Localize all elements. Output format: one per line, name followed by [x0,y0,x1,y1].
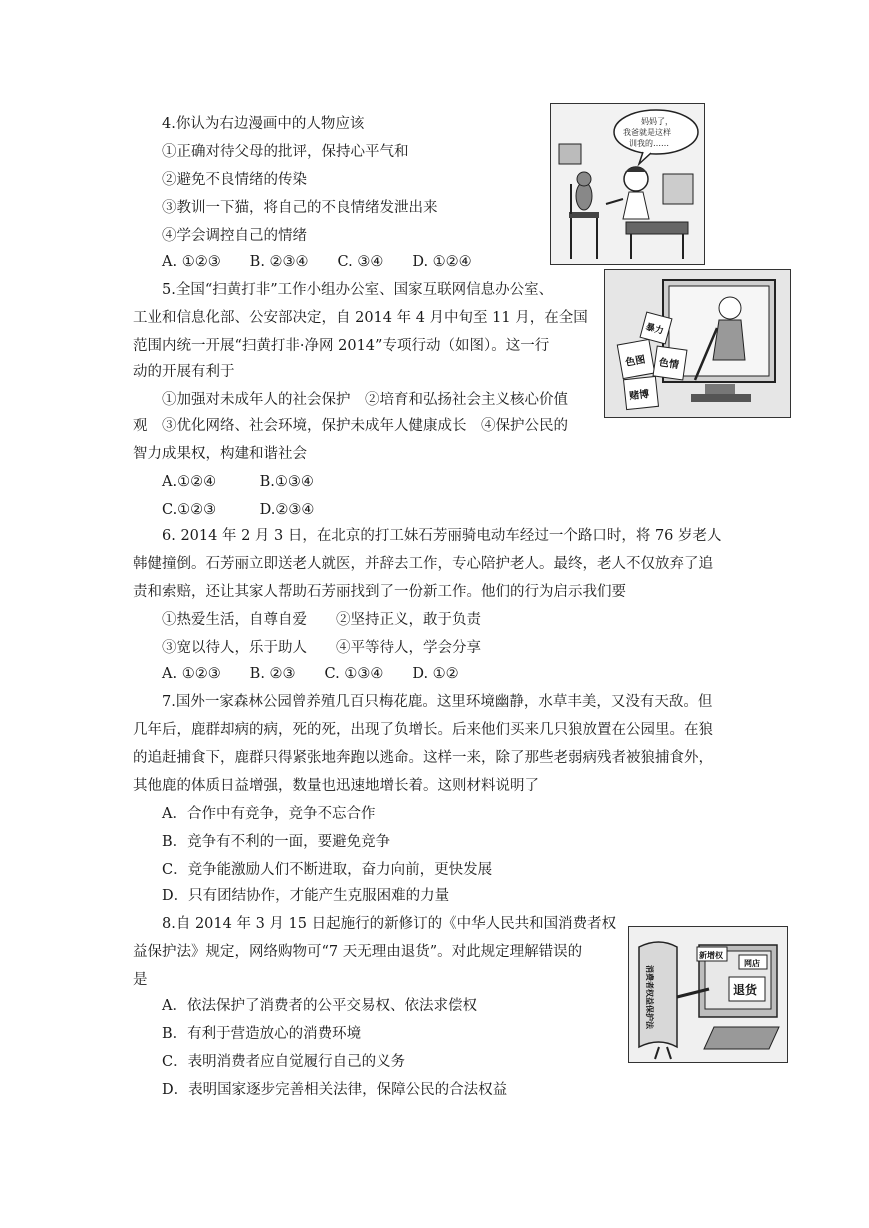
bubble-line-1: 妈妈了， [641,117,673,126]
q4-item-3: ③教训一下猫，将自己的不良情绪发泄出来 [162,200,438,216]
bubble-line-2: 我爸就是这样 [623,128,671,137]
q5-line-1: 5.全国“扫黄打非”工作小组办公室、国家互联网信息办公室、 [162,282,554,298]
q5-figure [604,269,791,418]
q6-line-3: 责和索赔，还让其家人帮助石芳丽找到了一份新工作。他们的行为启示我们要 [133,584,626,600]
q5-line-7: 智力成果权，构建和谐社会 [133,446,307,462]
q6-options: A. ①②③ B. ②③ C. ①③④ D. ①② [162,666,459,682]
q4-cartoon [550,103,705,265]
q4-stem: 4.你认为右边漫画中的人物应该 [162,116,365,132]
q4-item-1: ①正确对待父母的批评，保持心平气和 [162,144,409,160]
q8-figure-drawing [629,927,787,1062]
q8-tag-label: 新增权 [699,950,723,960]
q6-line-1: 6. 2014 年 2 月 3 日，在北京的打工妹石芳丽骑电动车经过一个路口时，将 76 岁老人 [162,528,722,544]
q8-shop-label: 网店 [744,958,760,968]
q5-options-2: C.①②③ D.②③④ [162,502,315,518]
q8-line-1: 8.自 2014 年 3 月 15 日起施行的新修订的《中华人民共和国消费者权 [162,916,617,932]
fig-label-1: 色图 [624,354,647,369]
q5-line-2: 工业和信息化部、公安部决定，自 2014 年 4 月中旬至 11 月，在全国 [133,310,588,326]
q8-line-3: 是 [133,972,148,988]
q5-line-4: 动的开展有利于 [133,364,235,380]
q5-line-3: 范围内统一开展“扫黄打非·净网 2014”专项行动（如图）。这一行 [133,338,550,354]
q7-option-b: B．竞争有不利的一面，要避免竞争 [162,834,391,850]
q4-item-2: ②避免不良情绪的传染 [162,172,307,188]
fig-label-3: 赌博 [628,389,650,403]
q7-line-2: 几年后，鹿群却病的病，死的死，出现了负增长。后来他们买来几只狼放置在公园里。在狼 [133,722,713,738]
q7-option-d: D．只有团结协作，才能产生克服困难的力量 [162,888,450,904]
q8-option-d: D．表明国家逐步完善相关法律，保障公民的合法权益 [162,1082,508,1098]
q5-line-5: ①加强对未成年人的社会保护 ②培育和弘扬社会主义核心价值 [162,392,568,408]
q7-line-3: 的追赶捕食下，鹿群只得紧张地奔跑以逃命。这样一来，除了那些老弱病残者被狼捕食外， [133,750,713,766]
q8-option-c: C．表明消费者应自觉履行自己的义务 [162,1054,406,1070]
q8-book-label: 消费者权益保护法 [645,965,655,1029]
q8-option-a: A．依法保护了消费者的公平交易权、依法求偿权 [162,998,477,1014]
q7-option-a: A．合作中有竞争，竞争不忘合作 [162,806,376,822]
q8-return-label: 退货 [733,983,758,997]
q5-line-6: 观 ③优化网络、社会环境，保护未成年人健康成长 ④保护公民的 [133,418,568,434]
q8-figure [628,926,788,1063]
q4-cartoon-drawing [551,104,704,264]
q6-item-line-2: ③宽以待人，乐于助人 ④平等待人，学会分享 [162,640,481,656]
q8-option-b: B．有利于营造放心的消费环境 [162,1026,362,1042]
fig-label-4: 暴力 [644,322,665,337]
q4-item-4: ④学会调控自己的情绪 [162,228,307,244]
q6-item-line-1: ①热爱生活，自尊自爱 ②坚持正义，敢于负责 [162,612,481,628]
q7-line-1: 7.国外一家森林公园曾养殖几百只梅花鹿。这里环境幽静，水草丰美，又没有天敌。但 [162,694,713,710]
q7-option-c: C．竞争能激励人们不断进取，奋力向前，更快发展 [162,862,493,878]
q4-options: A. ①②③ B. ②③④ C. ③④ D. ①②④ [162,254,472,270]
q5-figure-drawing [605,270,790,417]
q5-options-1: A.①②④ B.①③④ [162,474,314,490]
fig-label-2: 色情 [658,357,680,372]
q8-line-2: 益保护法》规定，网络购物可“7 天无理由退货”。对此规定理解错误的 [133,944,583,960]
q7-line-4: 其他鹿的体质日益增强，数量也迅速地增长着。这则材料说明了 [133,778,539,794]
q6-line-2: 韩健撞倒。石芳丽立即送老人就医，并辞去工作，专心陪护老人。最终，老人不仅放弃了追 [133,556,713,572]
bubble-line-3: 训我的…… [629,139,669,148]
